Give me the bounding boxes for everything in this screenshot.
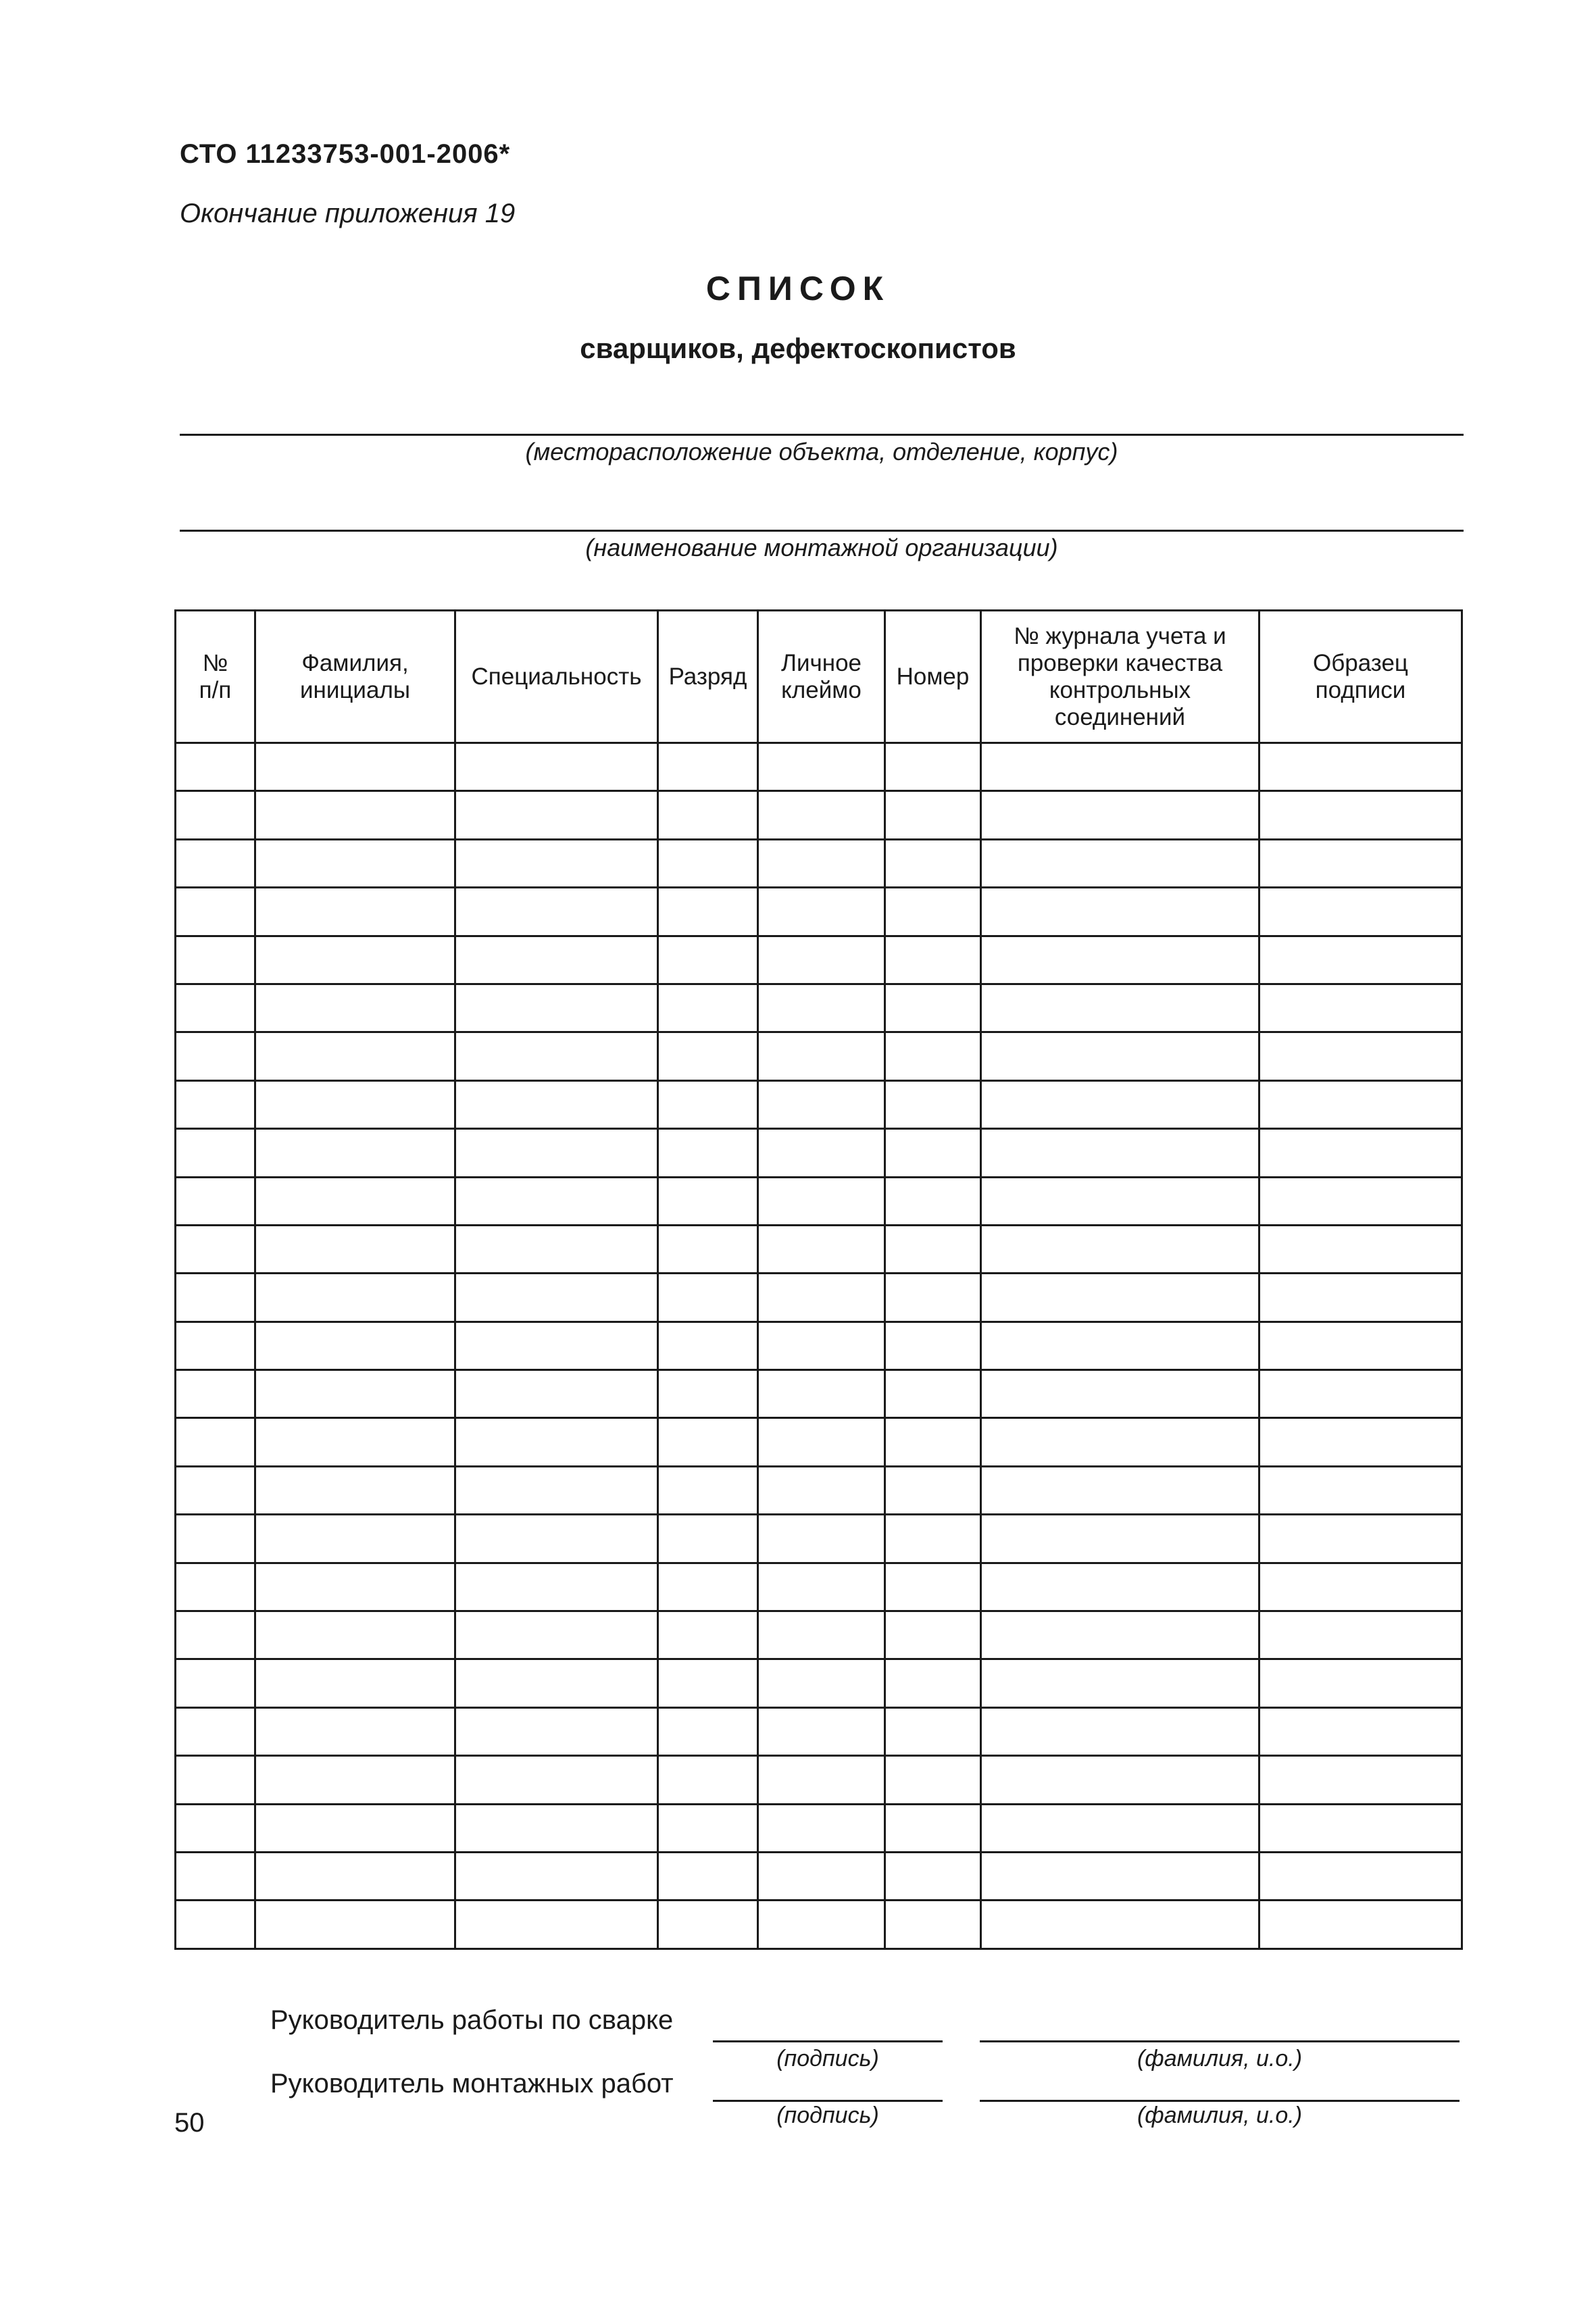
table-cell[interactable] [1260, 1322, 1462, 1369]
table-cell[interactable] [455, 1659, 658, 1707]
column-header-line: Образец [1313, 649, 1408, 676]
table-cell[interactable] [758, 1274, 885, 1322]
table-cell[interactable] [255, 791, 455, 839]
column-header-line: клеймо [781, 676, 862, 703]
welders-table [174, 609, 1463, 1950]
table-cell[interactable] [658, 888, 758, 936]
table-cell[interactable] [885, 1611, 981, 1659]
table-cell[interactable] [455, 936, 658, 984]
table-cell[interactable] [885, 791, 981, 839]
table-cell[interactable] [885, 1804, 981, 1852]
table-cell[interactable] [255, 984, 455, 1032]
table-cell[interactable] [981, 1225, 1260, 1273]
table-cell[interactable] [758, 1225, 885, 1273]
table-cell[interactable] [176, 1756, 255, 1804]
table-cell[interactable] [658, 1274, 758, 1322]
table-cell[interactable] [1260, 1707, 1462, 1755]
table-cell[interactable] [885, 1274, 981, 1322]
column-header-line: инициалы [299, 676, 411, 703]
table-cell[interactable] [758, 1418, 885, 1466]
table-cell[interactable] [255, 1177, 455, 1225]
table-cell[interactable] [176, 984, 255, 1032]
table-cell[interactable] [758, 1032, 885, 1080]
table-cell[interactable] [455, 984, 658, 1032]
table-cell[interactable] [455, 1901, 658, 1949]
table-cell[interactable] [176, 743, 255, 791]
table-cell[interactable] [255, 1225, 455, 1273]
table-cell[interactable] [981, 1804, 1260, 1852]
table-cell[interactable] [1260, 1418, 1462, 1466]
table-row [176, 1225, 1462, 1273]
welding-supervisor-name-line[interactable] [980, 2040, 1460, 2042]
table-cell[interactable] [658, 1322, 758, 1369]
table-cell[interactable] [658, 1515, 758, 1563]
table-cell[interactable] [1260, 1563, 1462, 1611]
welding-supervisor-label: Руководитель работы по сварке [270, 2005, 674, 2035]
table-row [176, 1177, 1462, 1225]
table-cell[interactable] [176, 1322, 255, 1369]
table-cell[interactable] [255, 1852, 455, 1900]
column-header-line: Номер [896, 663, 970, 690]
table-row [176, 1611, 1462, 1659]
table-row [176, 1756, 1462, 1804]
table-cell[interactable] [455, 839, 658, 887]
table-cell[interactable] [255, 1515, 455, 1563]
table-cell[interactable] [1260, 1756, 1462, 1804]
table-header-row [176, 611, 1462, 743]
table-cell[interactable] [981, 1032, 1260, 1080]
table-cell[interactable] [255, 839, 455, 887]
table-cell[interactable] [176, 1901, 255, 1949]
table-row [176, 936, 1462, 984]
table-cell[interactable] [1260, 791, 1462, 839]
table-row [176, 1322, 1462, 1369]
table-cell[interactable] [758, 1129, 885, 1177]
table-cell[interactable] [455, 1080, 658, 1128]
table-cell[interactable] [455, 1852, 658, 1900]
table-cell[interactable] [885, 1515, 981, 1563]
table-cell[interactable] [885, 984, 981, 1032]
table-body [176, 743, 1462, 1949]
table-cell[interactable] [255, 1032, 455, 1080]
table-cell[interactable] [758, 1177, 885, 1225]
table-cell[interactable] [255, 1901, 455, 1949]
table-cell[interactable] [758, 743, 885, 791]
column-header [758, 611, 885, 743]
table-cell[interactable] [455, 1707, 658, 1755]
organization-fill-line[interactable] [180, 530, 1464, 532]
location-fill-line[interactable] [180, 434, 1464, 436]
table-cell[interactable] [658, 1659, 758, 1707]
table-cell[interactable] [758, 888, 885, 936]
table-cell[interactable] [758, 839, 885, 887]
column-header [885, 611, 981, 743]
table-cell[interactable] [176, 1707, 255, 1755]
table-cell[interactable] [981, 791, 1260, 839]
table-cell[interactable] [176, 1466, 255, 1514]
column-header-line: п/п [199, 676, 232, 703]
table-cell[interactable] [658, 1225, 758, 1273]
table-row [176, 888, 1462, 936]
column-header-line: Личное [780, 649, 862, 676]
column-header-line: контрольных [1049, 676, 1191, 703]
table-cell[interactable] [455, 1418, 658, 1466]
table-cell[interactable] [455, 791, 658, 839]
table-cell[interactable] [758, 1707, 885, 1755]
column-header-line: Разряд [668, 663, 747, 690]
table-row [176, 1032, 1462, 1080]
table-cell[interactable] [1260, 1370, 1462, 1418]
table-cell[interactable] [176, 1129, 255, 1177]
table-cell[interactable] [658, 936, 758, 984]
table-cell[interactable] [981, 743, 1260, 791]
table-cell[interactable] [981, 1322, 1260, 1369]
table-cell[interactable] [455, 1225, 658, 1273]
table-cell[interactable] [658, 1563, 758, 1611]
table-cell[interactable] [255, 936, 455, 984]
table-cell[interactable] [255, 1804, 455, 1852]
table-cell[interactable] [885, 1563, 981, 1611]
table-cell[interactable] [1260, 936, 1462, 984]
table-cell[interactable] [455, 1563, 658, 1611]
table-cell[interactable] [885, 1370, 981, 1418]
table-cell[interactable] [885, 1418, 981, 1466]
table-cell[interactable] [658, 1852, 758, 1900]
table-cell[interactable] [658, 1611, 758, 1659]
table-cell[interactable] [981, 1418, 1260, 1466]
table-row [176, 1370, 1462, 1418]
table-cell[interactable] [885, 1225, 981, 1273]
table-cell[interactable] [455, 1804, 658, 1852]
column-header [176, 611, 255, 743]
table-cell[interactable] [758, 1515, 885, 1563]
table-cell[interactable] [885, 1322, 981, 1369]
table-row [176, 1466, 1462, 1514]
document-code: СТО 11233753-001-2006* [180, 139, 511, 169]
table-cell[interactable] [176, 1418, 255, 1466]
table-cell[interactable] [758, 1563, 885, 1611]
table-cell[interactable] [981, 888, 1260, 936]
table-cell[interactable] [758, 936, 885, 984]
table-cell[interactable] [255, 1563, 455, 1611]
table-cell[interactable] [455, 1177, 658, 1225]
table-row [176, 1418, 1462, 1466]
table-cell[interactable] [885, 1659, 981, 1707]
table-cell[interactable] [255, 1707, 455, 1755]
table-cell[interactable] [981, 1852, 1260, 1900]
table-cell[interactable] [658, 1418, 758, 1466]
table-cell[interactable] [885, 1707, 981, 1755]
column-header-line: № журнала учета и [1014, 622, 1226, 649]
appendix-note: Окончание приложения 19 [180, 199, 516, 228]
table-cell[interactable] [981, 936, 1260, 984]
table-cell[interactable] [176, 1370, 255, 1418]
table-cell[interactable] [885, 1032, 981, 1080]
table-cell[interactable] [255, 1370, 455, 1418]
table-cell[interactable] [455, 1756, 658, 1804]
table-cell[interactable] [885, 1756, 981, 1804]
table-cell[interactable] [885, 1466, 981, 1514]
table-cell[interactable] [1260, 1852, 1462, 1900]
table-cell[interactable] [255, 1274, 455, 1322]
table-cell[interactable] [1260, 1225, 1462, 1273]
column-header [1260, 611, 1462, 743]
table-cell[interactable] [255, 888, 455, 936]
installation-supervisor-name-line[interactable] [980, 2100, 1460, 2102]
table-cell[interactable] [658, 984, 758, 1032]
table-row [176, 1080, 1462, 1128]
table-row [176, 1852, 1462, 1900]
table-cell[interactable] [176, 1515, 255, 1563]
table-cell[interactable] [255, 1756, 455, 1804]
table-cell[interactable] [1260, 1032, 1462, 1080]
table-cell[interactable] [658, 1080, 758, 1128]
table-cell[interactable] [758, 1080, 885, 1128]
table-cell[interactable] [1260, 1515, 1462, 1563]
table-cell[interactable] [176, 1611, 255, 1659]
table-cell[interactable] [885, 888, 981, 936]
table-cell[interactable] [658, 791, 758, 839]
table-cell[interactable] [885, 1129, 981, 1177]
column-header [255, 611, 455, 743]
welding-supervisor-name-caption: (фамилия, и.о.) [1137, 2046, 1303, 2071]
document-subtitle: сварщиков, дефектоскопистов [580, 332, 1016, 364]
table-row [176, 839, 1462, 887]
table-row [176, 1707, 1462, 1755]
installation-supervisor-name-caption: (фамилия, и.о.) [1137, 2103, 1303, 2128]
table-cell[interactable] [658, 1707, 758, 1755]
table-cell[interactable] [885, 1177, 981, 1225]
table-cell[interactable] [455, 1370, 658, 1418]
table-cell[interactable] [658, 1032, 758, 1080]
table-cell[interactable] [255, 1129, 455, 1177]
table-cell[interactable] [658, 1901, 758, 1949]
table-cell[interactable] [255, 1466, 455, 1514]
welding-supervisor-signature-caption: (подпись) [776, 2046, 879, 2071]
table-cell[interactable] [176, 1080, 255, 1128]
table-cell[interactable] [885, 1080, 981, 1128]
page-number: 50 [174, 2108, 205, 2138]
table-cell[interactable] [981, 1466, 1260, 1514]
table-cell[interactable] [176, 1225, 255, 1273]
table-cell[interactable] [885, 839, 981, 887]
welding-supervisor-signature-line[interactable] [713, 2040, 943, 2042]
table-cell[interactable] [176, 936, 255, 984]
table-cell[interactable] [455, 1032, 658, 1080]
table-cell[interactable] [255, 1611, 455, 1659]
table-cell[interactable] [176, 791, 255, 839]
table-cell[interactable] [455, 1611, 658, 1659]
table-cell[interactable] [176, 1177, 255, 1225]
table-cell[interactable] [1260, 1659, 1462, 1707]
table-row [176, 1274, 1462, 1322]
table-cell[interactable] [758, 1659, 885, 1707]
table-row [176, 1563, 1462, 1611]
table-row [176, 1129, 1462, 1177]
column-header-line: соединений [1054, 703, 1186, 730]
table-cell[interactable] [981, 1515, 1260, 1563]
table-cell[interactable] [758, 1756, 885, 1804]
table-row [176, 1515, 1462, 1563]
table-cell[interactable] [176, 839, 255, 887]
column-header-line: Фамилия, [301, 649, 409, 676]
table-cell[interactable] [1260, 1177, 1462, 1225]
table-row [176, 1659, 1462, 1707]
table-cell[interactable] [758, 984, 885, 1032]
table-cell[interactable] [176, 1659, 255, 1707]
table-cell[interactable] [176, 1563, 255, 1611]
document-title: СПИСОК [705, 270, 891, 307]
table-row [176, 984, 1462, 1032]
table-cell[interactable] [176, 1804, 255, 1852]
organization-caption: (наименование монтажной организации) [585, 534, 1058, 561]
table-cell[interactable] [455, 1274, 658, 1322]
table-cell[interactable] [981, 1611, 1260, 1659]
table-cell[interactable] [981, 1563, 1260, 1611]
table-cell[interactable] [658, 1756, 758, 1804]
table-cell[interactable] [981, 1177, 1260, 1225]
table-cell[interactable] [455, 1322, 658, 1369]
table-cell[interactable] [455, 1466, 658, 1514]
table-cell[interactable] [981, 1707, 1260, 1755]
table-cell[interactable] [176, 1032, 255, 1080]
column-header-line: № [202, 649, 228, 676]
table-cell[interactable] [255, 743, 455, 791]
table-cell[interactable] [255, 1080, 455, 1128]
table-cell[interactable] [658, 839, 758, 887]
table-cell[interactable] [658, 1177, 758, 1225]
table-row [176, 791, 1462, 839]
table-cell[interactable] [885, 936, 981, 984]
table-cell[interactable] [255, 1418, 455, 1466]
table-cell[interactable] [981, 1756, 1260, 1804]
table-cell[interactable] [176, 1852, 255, 1900]
table-cell[interactable] [1260, 1611, 1462, 1659]
table-cell[interactable] [758, 1901, 885, 1949]
table-cell[interactable] [981, 839, 1260, 887]
table-cell[interactable] [1260, 984, 1462, 1032]
table-cell[interactable] [981, 1659, 1260, 1707]
table-cell[interactable] [1260, 1901, 1462, 1949]
installation-supervisor-signature-line[interactable] [713, 2100, 943, 2102]
table-cell[interactable] [1260, 1466, 1462, 1514]
table-cell[interactable] [1260, 839, 1462, 887]
installation-supervisor-label: Руководитель монтажных работ [270, 2069, 674, 2098]
table-row [176, 1901, 1462, 1949]
table-cell[interactable] [455, 1129, 658, 1177]
table-cell[interactable] [658, 743, 758, 791]
table-cell[interactable] [1260, 1080, 1462, 1128]
column-header [981, 611, 1260, 743]
table-cell[interactable] [658, 1466, 758, 1514]
location-caption: (месторасположение объекта, отделение, корпус) [525, 438, 1118, 466]
table-cell[interactable] [758, 1466, 885, 1514]
table-cell[interactable] [981, 1901, 1260, 1949]
table-cell[interactable] [455, 743, 658, 791]
table-cell[interactable] [176, 1274, 255, 1322]
table-cell[interactable] [758, 1852, 885, 1900]
table-cell[interactable] [1260, 1804, 1462, 1852]
table-cell[interactable] [758, 1804, 885, 1852]
table-cell[interactable] [981, 1129, 1260, 1177]
column-header [455, 611, 658, 743]
table-cell[interactable] [176, 888, 255, 936]
table-cell[interactable] [758, 791, 885, 839]
column-header [658, 611, 758, 743]
table-cell[interactable] [1260, 888, 1462, 936]
table-cell[interactable] [885, 743, 981, 791]
table-cell[interactable] [981, 1080, 1260, 1128]
table-cell[interactable] [758, 1322, 885, 1369]
table-cell[interactable] [658, 1129, 758, 1177]
table-cell[interactable] [1260, 1129, 1462, 1177]
table-cell[interactable] [1260, 1274, 1462, 1322]
table-cell[interactable] [981, 1274, 1260, 1322]
table-row [176, 743, 1462, 791]
table-cell[interactable] [758, 1370, 885, 1418]
table-cell[interactable] [885, 1901, 981, 1949]
table-cell[interactable] [455, 888, 658, 936]
table-row [176, 1804, 1462, 1852]
table-cell[interactable] [981, 1370, 1260, 1418]
table-cell[interactable] [1260, 743, 1462, 791]
table-cell[interactable] [658, 1804, 758, 1852]
table-cell[interactable] [255, 1659, 455, 1707]
table-cell[interactable] [255, 1322, 455, 1369]
table-cell[interactable] [885, 1852, 981, 1900]
table-cell[interactable] [981, 984, 1260, 1032]
table-cell[interactable] [658, 1370, 758, 1418]
column-header-line: Специальность [471, 663, 642, 690]
column-header-line: подписи [1315, 676, 1406, 703]
table-cell[interactable] [758, 1611, 885, 1659]
column-header-line: проверки качества [1017, 649, 1223, 676]
installation-supervisor-signature-caption: (подпись) [776, 2103, 879, 2128]
table-cell[interactable] [455, 1515, 658, 1563]
